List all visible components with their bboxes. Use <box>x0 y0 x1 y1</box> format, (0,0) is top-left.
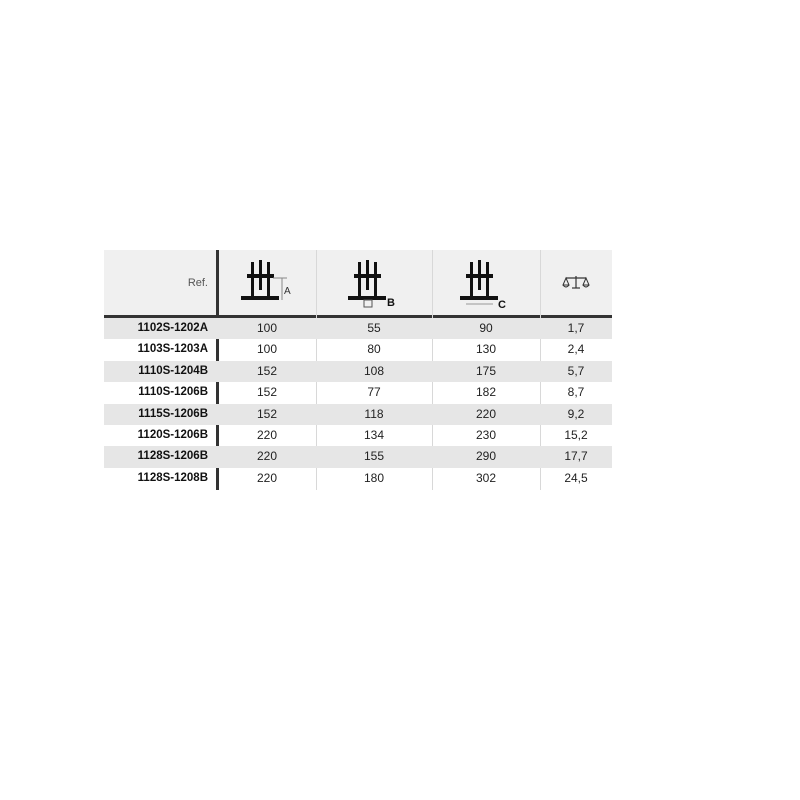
cell-a: 220 <box>256 470 278 485</box>
svg-text:C: C <box>498 298 506 308</box>
cell-weight: 15,2 <box>564 427 588 442</box>
cell-b: 134 <box>363 427 385 442</box>
svg-text:B: B <box>387 296 395 308</box>
table-row <box>104 446 612 467</box>
ref-header: Ref. <box>187 276 208 289</box>
cell-c: 230 <box>475 427 497 442</box>
cell-c: 302 <box>475 470 497 485</box>
cell-c: 220 <box>475 406 497 421</box>
scale-icon <box>562 273 590 293</box>
cell-weight: 5,7 <box>567 363 585 378</box>
puller-dimension-b-icon <box>344 258 404 308</box>
cell-ref: 1120S-1206B <box>137 428 208 441</box>
cell-ref: 1110S-1204B <box>138 364 208 377</box>
cell-a: 220 <box>256 427 278 442</box>
header-weight <box>540 250 612 315</box>
cell-ref: 1128S-1208B <box>137 471 208 484</box>
svg-text:A: A <box>284 285 291 297</box>
cell-b: 77 <box>367 385 381 400</box>
cell-a: 152 <box>256 406 278 421</box>
table-header <box>104 250 612 315</box>
spec-table <box>104 250 612 485</box>
cell-c: 130 <box>475 342 497 357</box>
cell-ref: 1128S-1206B <box>137 450 208 463</box>
table-row <box>104 339 612 360</box>
cell-a: 152 <box>256 385 278 400</box>
table-row <box>104 404 612 425</box>
cell-ref: 1115S-1206B <box>138 407 208 420</box>
cell-a: 220 <box>256 449 278 464</box>
puller-dimension-c-icon <box>456 258 516 308</box>
cell-b: 180 <box>363 470 385 485</box>
header-c <box>432 250 540 315</box>
table-row <box>104 468 612 489</box>
cell-weight: 8,7 <box>567 385 585 400</box>
cell-weight: 24,5 <box>564 470 588 485</box>
cell-b: 118 <box>364 406 384 421</box>
cell-weight: 9,2 <box>567 406 585 421</box>
cell-weight: 1,7 <box>567 321 585 335</box>
table-row <box>104 361 612 382</box>
cell-b: 55 <box>367 321 381 335</box>
cell-a: 152 <box>256 363 278 378</box>
header-b <box>316 250 432 315</box>
table-row <box>104 318 612 339</box>
cell-ref: 1110S-1206B <box>138 386 208 399</box>
cell-a: 100 <box>256 342 278 357</box>
table-row <box>104 382 612 403</box>
cell-c: 290 <box>475 449 497 464</box>
header-a <box>218 250 316 315</box>
cell-c: 90 <box>479 321 493 335</box>
cell-b: 80 <box>367 342 381 357</box>
cell-c: 182 <box>475 385 497 400</box>
cell-a: 100 <box>256 321 278 335</box>
cell-weight: 17,7 <box>564 449 588 464</box>
cell-weight: 2,4 <box>567 342 585 357</box>
table-body <box>104 318 612 489</box>
cell-ref: 1102S-1202A <box>137 322 208 334</box>
cell-c: 175 <box>475 363 497 378</box>
table-row <box>104 425 612 446</box>
puller-dimension-a-icon <box>237 258 297 308</box>
cell-b: 155 <box>363 449 385 464</box>
cell-ref: 1103S-1203A <box>137 343 208 356</box>
cell-b: 108 <box>363 363 385 378</box>
